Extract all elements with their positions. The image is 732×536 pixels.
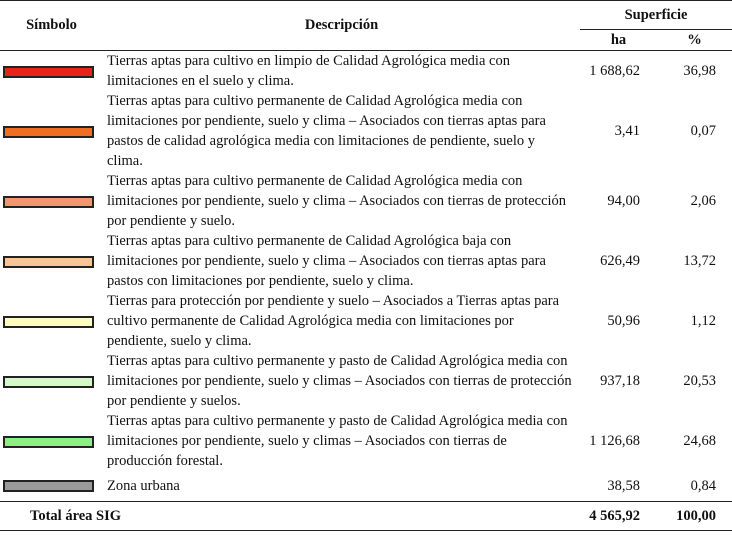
percent-cell: 24,68 <box>683 433 717 449</box>
ha-cell: 94,00 <box>607 193 640 209</box>
description-cell: Tierras aptas para cultivo en limpio de Calidad Agrológica media con limitaciones en el suelo y clima. <box>107 53 510 89</box>
color-swatch <box>3 316 94 328</box>
surface-column-header: Superficie <box>580 1 732 30</box>
ha-cell: 38,58 <box>607 477 640 494</box>
total-label: Total área SIG <box>0 501 580 530</box>
percent-cell: 1,12 <box>690 313 717 329</box>
description-cell: Tierras aptas para cultivo permanente de Calidad Agrológica media con limitaciones por pendiente, suelo y clima – Asociados con tierras aptas para pastos de calidad agrológica media con limitaciones de pendiente, suelo y clima. <box>107 93 546 169</box>
table-row <box>0 291 732 351</box>
ha-cell: 937,18 <box>600 373 640 389</box>
symbol-cell <box>0 171 103 231</box>
percent-cell: 2,06 <box>690 193 717 209</box>
table-row <box>0 231 732 291</box>
total-ha: 4 565,92 <box>580 501 657 530</box>
color-swatch <box>3 196 94 208</box>
color-swatch <box>3 436 94 448</box>
description-cell: Tierras aptas para cultivo permanente de Calidad Agrológica media con limitaciones por pendiente, suelo y clima – Asociados con tierras de protección por pendiente y suelo. <box>107 173 567 229</box>
total-row <box>0 501 732 530</box>
percent-column-header: % <box>687 31 702 48</box>
symbol-cell <box>0 51 103 92</box>
table-row <box>0 91 732 171</box>
percent-cell: 0,07 <box>690 123 717 139</box>
description-cell: Tierras aptas para cultivo permanente de Calidad Agrológica baja con limitaciones por pendiente, suelo y clima – Asociados con tierras aptas para pastos con limitaciones por pendiente, suelo y clima. <box>107 233 546 289</box>
percent-cell: 0,84 <box>690 477 717 494</box>
symbol-cell <box>0 471 103 501</box>
description-column-header: Descripción <box>103 1 580 51</box>
total-percent: 100,00 <box>657 501 732 530</box>
ha-column-header: ha <box>610 31 627 48</box>
percent-cell: 13,72 <box>683 253 717 269</box>
ha-cell: 1 126,68 <box>589 433 640 449</box>
description-cell: Tierras para protección por pendiente y suelo – Asociados a Tierras aptas para cultivo permanente de Calidad Agrológica media con limitaciones por pendiente, suelo y clima. <box>107 293 560 349</box>
ha-cell: 1 688,62 <box>589 63 640 79</box>
table-body <box>0 51 732 502</box>
symbol-cell <box>0 91 103 171</box>
color-swatch <box>3 480 94 492</box>
color-swatch <box>3 126 94 138</box>
color-swatch <box>3 376 94 388</box>
symbol-cell <box>0 231 103 291</box>
table-row <box>0 351 732 411</box>
ha-cell: 50,96 <box>607 313 640 329</box>
table-header-row <box>0 1 732 30</box>
symbol-cell <box>0 411 103 471</box>
ha-cell: 626,49 <box>600 253 640 269</box>
description-cell: Tierras aptas para cultivo permanente y pasto de Calidad Agrológica media con limitaciones por pendiente, suelo y climas – Asociados con tierras de producción forestal. <box>107 413 568 469</box>
color-swatch <box>3 66 94 78</box>
color-swatch <box>3 256 94 268</box>
symbol-column-header: Símbolo <box>0 1 103 51</box>
table-row <box>0 411 732 471</box>
percent-cell: 36,98 <box>683 63 717 79</box>
symbol-cell <box>0 351 103 411</box>
description-cell: Tierras aptas para cultivo permanente y pasto de Calidad Agrológica media con limitaciones por pendiente, suelo y climas – Asociados con tierras de protección por pendiente y suelos. <box>107 353 572 409</box>
table-row <box>0 51 732 92</box>
table-row <box>0 471 732 501</box>
percent-cell: 20,53 <box>683 373 717 389</box>
ha-cell: 3,41 <box>614 123 640 139</box>
description-cell: Zona urbana <box>107 477 180 494</box>
symbol-cell <box>0 291 103 351</box>
table-row <box>0 171 732 231</box>
